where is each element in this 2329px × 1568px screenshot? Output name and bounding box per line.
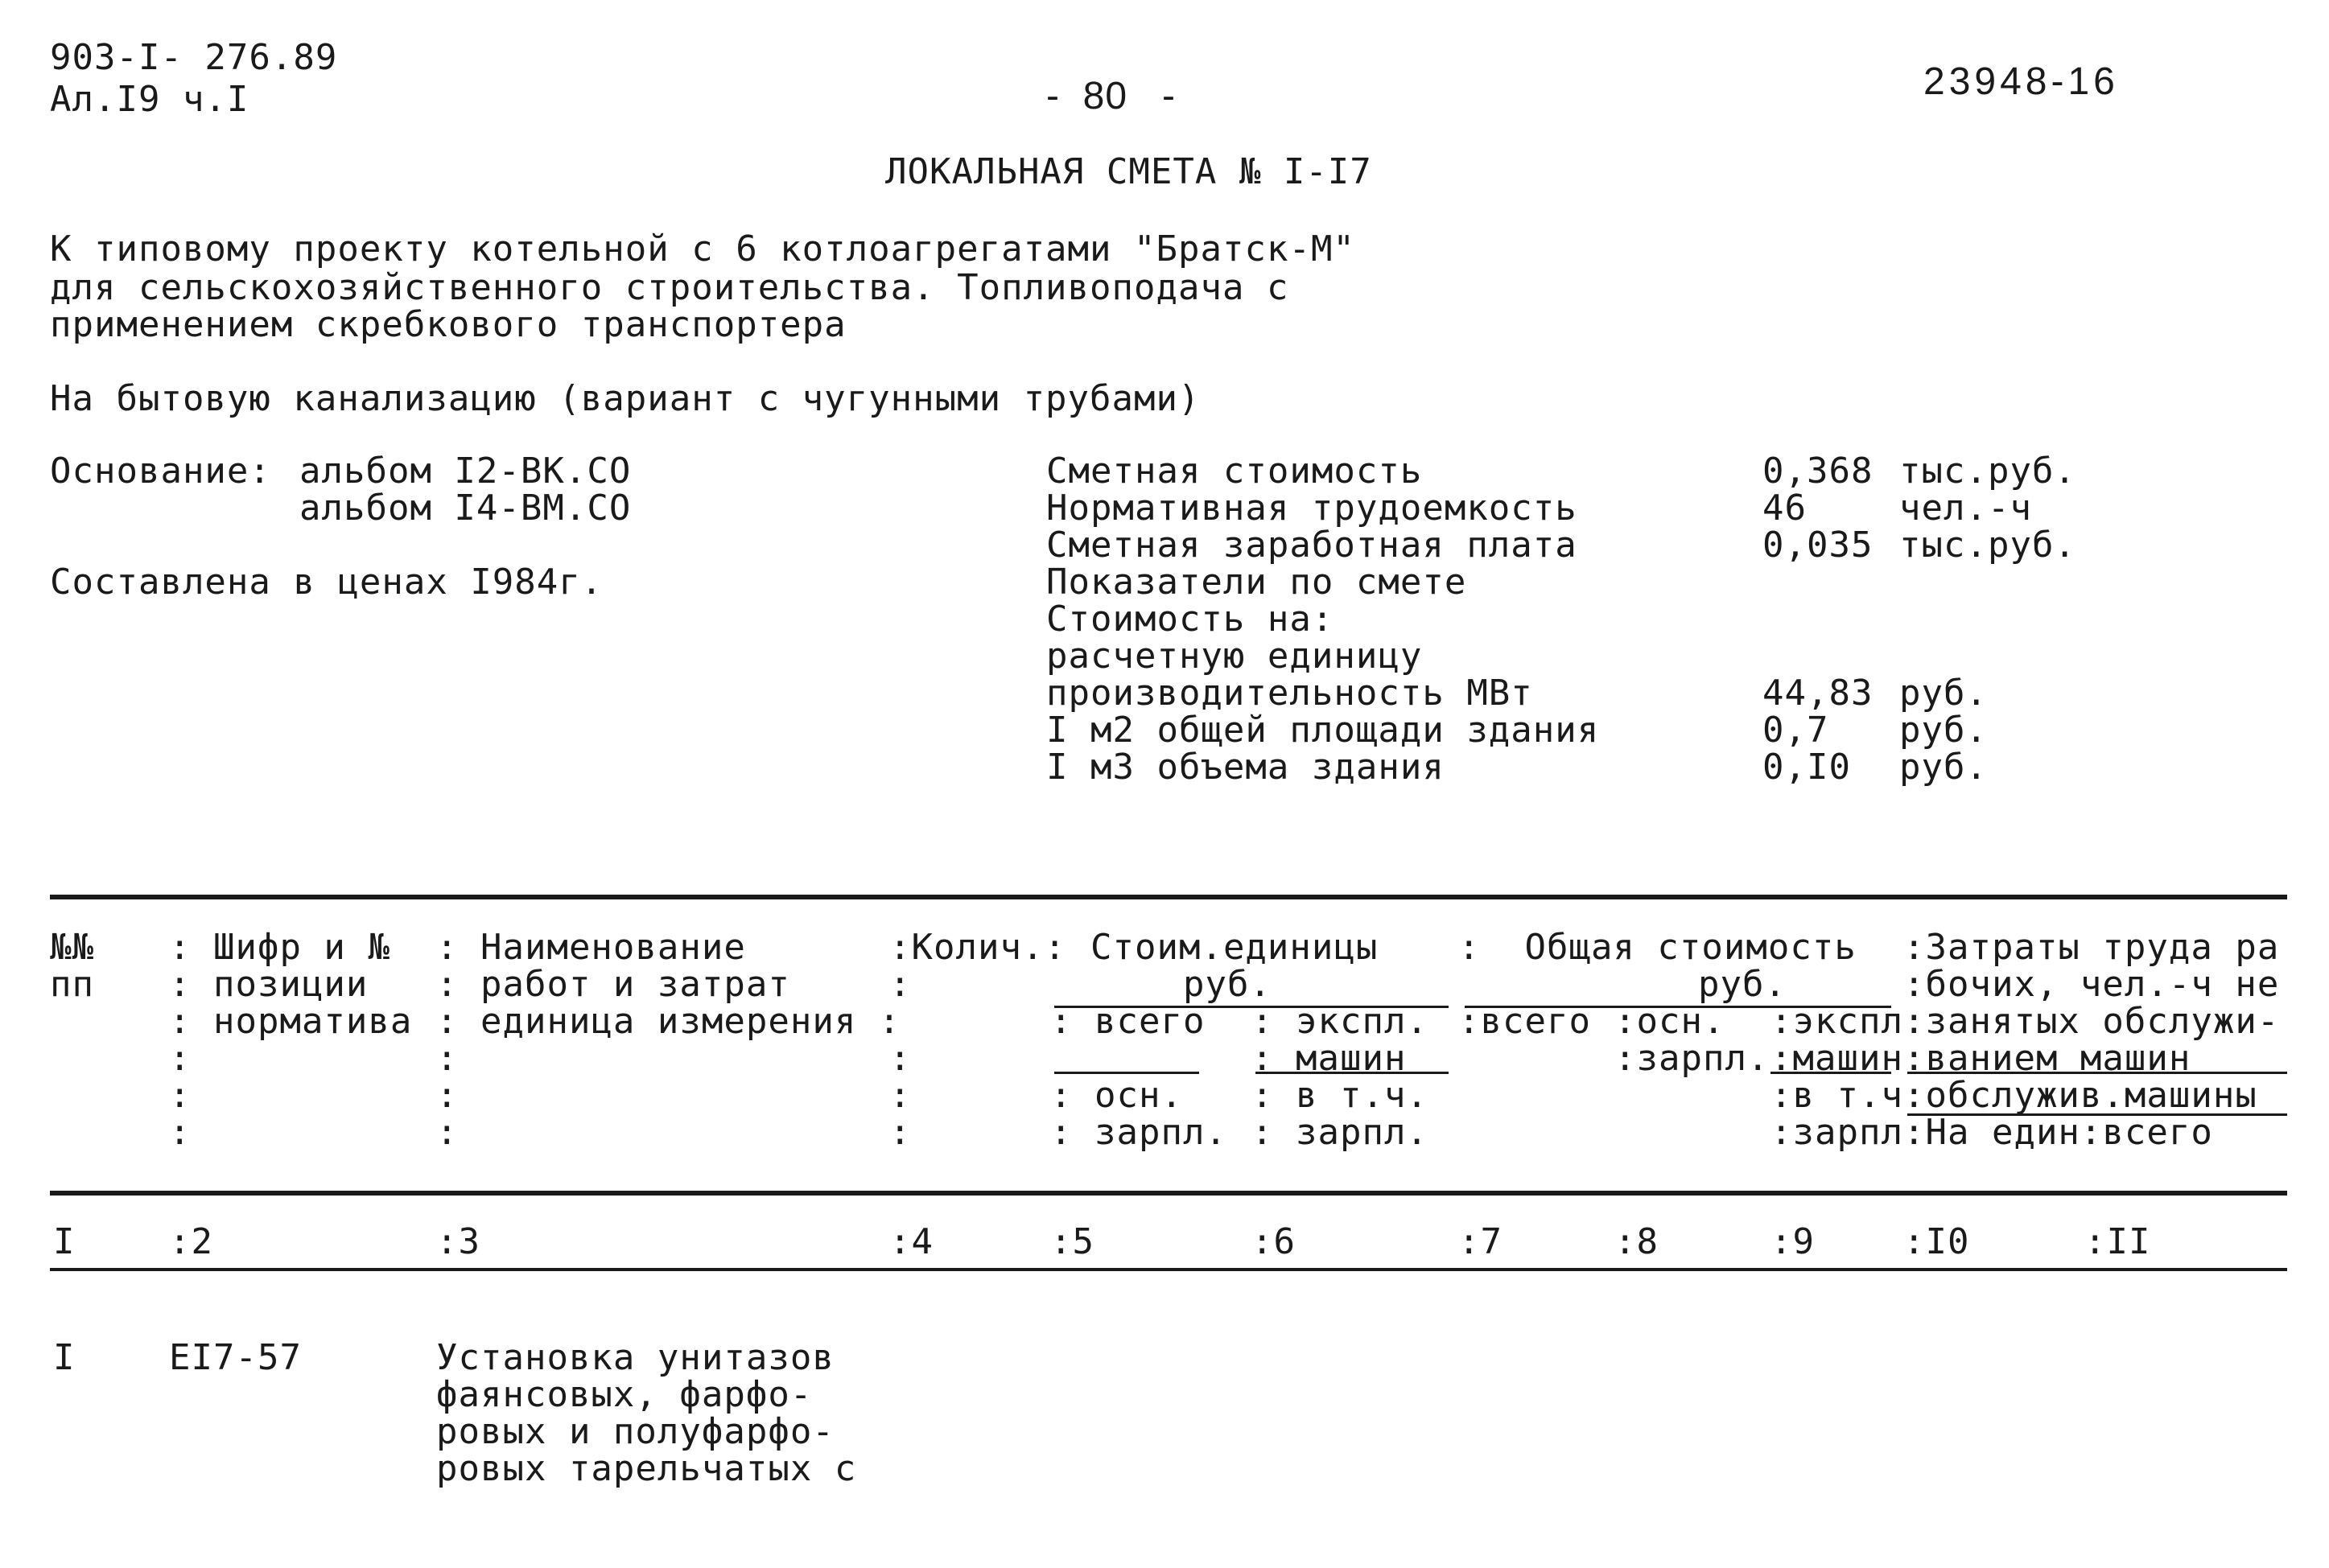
header-labor-l6: :На един:всего — [1903, 1112, 2213, 1153]
column-number-2: :2 — [169, 1221, 213, 1262]
basis-album-1: альбом I2-ВК.СО — [299, 451, 632, 492]
basis-album-2: альбом I4-ВМ.СО — [299, 488, 632, 529]
row-name-line-2: фаянсовых, фарфо- — [436, 1374, 813, 1415]
column-number-10: :I0 — [1903, 1221, 1970, 1262]
header-total-all: :всего — [1458, 1001, 1591, 1042]
summary-unit-label: расчетную единицу — [1046, 636, 1423, 677]
header-unit-base-wage-l2: : зарпл. — [1050, 1112, 1227, 1153]
estimate-purpose: На бытовую канализацию (вариант с чугунными трубами) — [50, 378, 1201, 419]
column-number-3: :3 — [436, 1221, 480, 1262]
header-total-cost-rub: руб. — [1698, 964, 1787, 1005]
header-code-colon-b: : — [169, 1075, 192, 1116]
summary-labor-label: Нормативная трудоемкость — [1046, 488, 1577, 529]
column-numbers-rule — [50, 1268, 2287, 1271]
header-labor-l1: :Затраты труда ра — [1903, 927, 2280, 968]
column-number-6: :6 — [1251, 1221, 1296, 1262]
summary-area-value: 0,7 — [1762, 710, 1829, 751]
summary-cost-label: Сметная стоимость — [1046, 451, 1423, 492]
summary-cost-unit: тыс.руб. — [1899, 451, 2076, 492]
header-unit-incl-l1: : в т.ч. — [1251, 1075, 1428, 1116]
summary-capacity-unit: руб. — [1899, 673, 1988, 714]
header-total-machines-l2: :машин — [1770, 1038, 1903, 1079]
album-part: Ал.I9 ч.I — [50, 79, 249, 120]
column-number-11: :II — [2084, 1221, 2151, 1262]
column-number-5: :5 — [1050, 1221, 1094, 1262]
summary-volume-label: I м3 объема здания — [1046, 747, 1445, 788]
header-name-l1: : Наименование — [436, 927, 746, 968]
summary-volume-value: 0,I0 — [1762, 747, 1851, 788]
header-num-l2: пп — [50, 964, 94, 1005]
unit-total-underline — [1054, 1072, 1199, 1074]
header-qty-colon-a: : — [889, 964, 912, 1005]
row-name-line-3: ровых и полуфарфо- — [436, 1411, 835, 1452]
header-code-l3: : норматива — [169, 1001, 413, 1042]
header-total-base-wage-l2: :зарпл. — [1614, 1038, 1770, 1079]
row-name-line-1: Установка унитазов — [436, 1337, 835, 1378]
header-code-colon-c: : — [169, 1112, 192, 1153]
summary-capacity-label: производительность МВт — [1046, 673, 1533, 714]
header-name-colon-c: : — [436, 1112, 459, 1153]
header-name-l2: : работ и затрат — [436, 964, 790, 1005]
header-total-cost-title: : Общая стоимость — [1458, 927, 1857, 968]
header-name-l3: : единица измерения : — [436, 1001, 901, 1042]
header-bottom-rule — [50, 1191, 2287, 1196]
header-num-l1: №№ — [50, 927, 94, 968]
summary-wages-label: Сметная заработная плата — [1046, 525, 1577, 566]
header-total-machines-l1: :экспл — [1770, 1001, 1903, 1042]
prices-note: Составлена в ценах I984г. — [50, 562, 604, 603]
header-total-machines-l4: :зарпл — [1770, 1112, 1903, 1153]
summary-cost-per-label: Стоимость на: — [1046, 599, 1334, 640]
header-unit-machines-l2: : машин — [1251, 1038, 1407, 1079]
header-qty-l1: :Колич.: — [889, 927, 1066, 968]
header-unit-cost-title: Стоим.единицы — [1090, 927, 1379, 968]
summary-area-unit: руб. — [1899, 710, 1988, 751]
header-unit-base-wage-l1: : осн. — [1050, 1075, 1183, 1116]
header-name-colon-a: : — [436, 1038, 459, 1079]
page-number: - 80 - — [1046, 75, 1177, 117]
header-labor-l2: :бочих, чел.-ч не — [1903, 964, 2280, 1005]
header-total-base-wage-l1: :осн. — [1614, 1001, 1725, 1042]
row-name-line-4: ровых тарельчатых с — [436, 1448, 857, 1489]
header-labor-l5: :обслужив.машины — [1903, 1075, 2257, 1116]
column-number-7: :7 — [1458, 1221, 1503, 1262]
column-number-4: :4 — [889, 1221, 934, 1262]
header-qty-colon-c: : — [889, 1075, 912, 1116]
inventory-number: 23948-16 — [1923, 60, 2119, 103]
header-code-l2: : позиции — [169, 964, 369, 1005]
header-name-colon-b: : — [436, 1075, 459, 1116]
column-number-1: I — [53, 1221, 76, 1262]
header-labor-l3: :занятых обслужи- — [1903, 1001, 2280, 1042]
header-total-machines-l3: :в т.ч — [1770, 1075, 1903, 1116]
summary-area-label: I м2 общей площади здания — [1046, 710, 1600, 751]
header-qty-colon-b: : — [889, 1038, 912, 1079]
header-unit-total: : всего — [1050, 1001, 1206, 1042]
header-labor-l4: :ванием машин — [1903, 1038, 2191, 1079]
summary-wages-unit: тыс.руб. — [1899, 525, 2076, 566]
project-line-3: применением скребкового транспортера — [50, 304, 847, 345]
summary-indicators-label: Показатели по смете — [1046, 562, 1467, 603]
column-number-8: :8 — [1614, 1221, 1659, 1262]
doc-code: 903-I- 276.89 — [50, 37, 338, 78]
header-qty-colon-d: : — [889, 1112, 912, 1153]
summary-wages-value: 0,035 — [1762, 525, 1874, 566]
summary-capacity-value: 44,83 — [1762, 673, 1874, 714]
summary-cost-value: 0,368 — [1762, 451, 1874, 492]
project-line-1: К типовому проекту котельной с 6 котлоагрегатами "Братск-М" — [50, 228, 1355, 270]
header-code-colon-a: : — [169, 1038, 192, 1079]
row-number: I — [53, 1337, 76, 1378]
summary-labor-value: 46 — [1762, 488, 1807, 529]
table-top-rule — [50, 895, 2287, 899]
summary-labor-unit: чел.-ч — [1899, 488, 2032, 529]
header-unit-cost-rub: руб. — [1183, 964, 1272, 1005]
header-unit-incl-l2: : зарпл. — [1251, 1112, 1428, 1153]
basis-label: Основание: — [50, 451, 271, 492]
header-code-l1: : Шифр и № — [169, 927, 390, 968]
header-unit-machines-l1: : экспл. — [1251, 1001, 1428, 1042]
document-title: ЛОКАЛЬНАЯ СМЕТА № I-I7 — [885, 151, 1372, 192]
summary-volume-unit: руб. — [1899, 747, 1988, 788]
column-number-9: :9 — [1770, 1221, 1815, 1262]
project-line-2: для сельскохозяйственного строительства. Топливоподача с — [50, 267, 1289, 308]
row-code: EI7-57 — [169, 1337, 302, 1378]
